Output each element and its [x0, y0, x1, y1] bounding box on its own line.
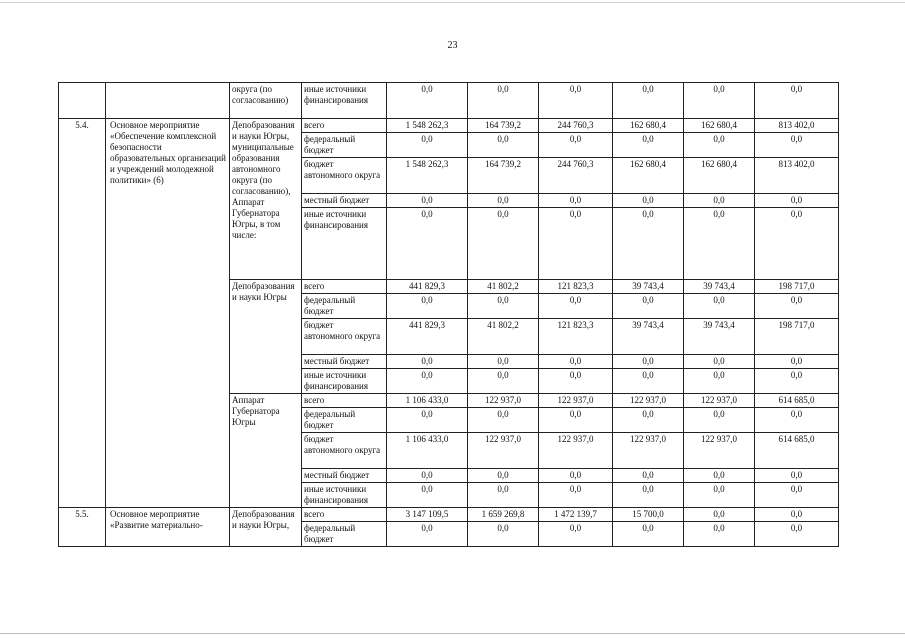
table-row	[59, 83, 839, 119]
value-cell: 0,0	[684, 508, 755, 522]
value-cell: 0,0	[539, 83, 613, 119]
value-cell: 164 739,2	[468, 119, 539, 133]
value-cell: 0,0	[387, 294, 468, 319]
item-number-cell	[59, 83, 106, 119]
item-name-cell: Основное мероприятие «Обеспечение комплексной безопасности образовательных организаций и учреждений молодежной политики» (6)	[106, 119, 230, 508]
value-cell: 0,0	[755, 369, 839, 394]
value-cell: 0,0	[468, 469, 539, 483]
source-cell: бюджет автономного округа	[302, 433, 387, 469]
responsible-cell: Аппарат Губернатора Югры	[230, 394, 302, 508]
source-cell: всего	[302, 508, 387, 522]
value-cell: 0,0	[387, 194, 468, 208]
value-cell: 0,0	[539, 522, 613, 547]
source-cell: местный бюджет	[302, 355, 387, 369]
value-cell: 162 680,4	[613, 119, 684, 133]
value-cell: 0,0	[539, 194, 613, 208]
value-cell: 39 743,4	[613, 319, 684, 355]
value-cell: 0,0	[468, 294, 539, 319]
value-cell: 0,0	[684, 294, 755, 319]
value-cell: 1 548 262,3	[387, 158, 468, 194]
value-cell: 0,0	[539, 483, 613, 508]
value-cell: 3 147 109,5	[387, 508, 468, 522]
value-cell: 198 717,0	[755, 280, 839, 294]
value-cell: 1 659 269,8	[468, 508, 539, 522]
item-name-cell: Основное мероприятие «Развитие материально-	[106, 508, 230, 547]
value-cell: 0,0	[613, 469, 684, 483]
value-cell: 0,0	[387, 369, 468, 394]
item-name-cell	[106, 83, 230, 119]
value-cell: 614 685,0	[755, 433, 839, 469]
value-cell: 0,0	[684, 522, 755, 547]
source-cell: иные источники финансирования	[302, 369, 387, 394]
value-cell: 0,0	[684, 194, 755, 208]
value-cell: 0,0	[613, 83, 684, 119]
value-cell: 0,0	[613, 522, 684, 547]
value-cell: 122 937,0	[468, 394, 539, 408]
responsible-cell: Депобразования и науки Югры, муниципальные образования автономного округа (по согласованию), Аппарат Губернатора Югры, в том числе:	[230, 119, 302, 280]
value-cell: 0,0	[468, 194, 539, 208]
responsible-cell: Депобразования и науки Югры	[230, 280, 302, 394]
value-cell: 0,0	[613, 294, 684, 319]
value-cell: 122 937,0	[539, 433, 613, 469]
budget-table	[58, 82, 839, 547]
source-cell: иные источники финансирования	[302, 83, 387, 119]
value-cell: 813 402,0	[755, 158, 839, 194]
source-cell: всего	[302, 394, 387, 408]
responsible-cell: округа (по согласованию)	[230, 83, 302, 119]
value-cell: 162 680,4	[613, 158, 684, 194]
source-cell: федеральный бюджет	[302, 294, 387, 319]
value-cell: 162 680,4	[684, 158, 755, 194]
source-cell: федеральный бюджет	[302, 133, 387, 158]
value-cell: 0,0	[755, 483, 839, 508]
source-cell: федеральный бюджет	[302, 522, 387, 547]
top-scan-edge	[0, 2, 905, 3]
value-cell: 162 680,4	[684, 119, 755, 133]
table-row	[59, 508, 839, 522]
value-cell: 122 937,0	[684, 394, 755, 408]
value-cell: 0,0	[539, 294, 613, 319]
value-cell: 0,0	[468, 83, 539, 119]
value-cell: 0,0	[539, 208, 613, 280]
value-cell: 0,0	[755, 522, 839, 547]
value-cell: 164 739,2	[468, 158, 539, 194]
value-cell: 0,0	[684, 483, 755, 508]
value-cell: 0,0	[755, 294, 839, 319]
page-number: 23	[447, 40, 458, 51]
value-cell: 0,0	[613, 408, 684, 433]
item-number-cell: 5.5.	[59, 508, 106, 547]
value-cell: 1 472 139,7	[539, 508, 613, 522]
responsible-cell: Депобразования и науки Югры,	[230, 508, 302, 547]
value-cell: 41 802,2	[468, 280, 539, 294]
value-cell: 0,0	[387, 522, 468, 547]
value-cell: 39 743,4	[684, 319, 755, 355]
value-cell: 0,0	[613, 483, 684, 508]
value-cell: 0,0	[613, 208, 684, 280]
value-cell: 0,0	[755, 508, 839, 522]
value-cell: 441 829,3	[387, 280, 468, 294]
value-cell: 0,0	[684, 408, 755, 433]
source-cell: федеральный бюджет	[302, 408, 387, 433]
value-cell: 0,0	[387, 355, 468, 369]
table-row	[59, 119, 839, 133]
source-cell: всего	[302, 119, 387, 133]
value-cell: 0,0	[684, 208, 755, 280]
value-cell: 0,0	[755, 83, 839, 119]
value-cell: 441 829,3	[387, 319, 468, 355]
value-cell: 0,0	[539, 355, 613, 369]
value-cell: 41 802,2	[468, 319, 539, 355]
value-cell: 121 823,3	[539, 280, 613, 294]
value-cell: 244 760,3	[539, 119, 613, 133]
value-cell: 0,0	[387, 469, 468, 483]
value-cell: 198 717,0	[755, 319, 839, 355]
value-cell: 15 700,0	[613, 508, 684, 522]
value-cell: 0,0	[684, 83, 755, 119]
value-cell: 39 743,4	[684, 280, 755, 294]
value-cell: 122 937,0	[613, 394, 684, 408]
value-cell: 0,0	[468, 355, 539, 369]
value-cell: 0,0	[468, 208, 539, 280]
value-cell: 0,0	[755, 208, 839, 280]
value-cell: 0,0	[755, 194, 839, 208]
value-cell: 122 937,0	[613, 433, 684, 469]
value-cell: 39 743,4	[613, 280, 684, 294]
value-cell: 614 685,0	[755, 394, 839, 408]
value-cell: 0,0	[468, 522, 539, 547]
item-number-cell: 5.4.	[59, 119, 106, 508]
value-cell: 0,0	[468, 408, 539, 433]
value-cell: 1 548 262,3	[387, 119, 468, 133]
source-cell: местный бюджет	[302, 194, 387, 208]
value-cell: 0,0	[387, 133, 468, 158]
value-cell: 122 937,0	[684, 433, 755, 469]
value-cell: 0,0	[468, 133, 539, 158]
value-cell: 0,0	[387, 408, 468, 433]
value-cell: 0,0	[468, 369, 539, 394]
value-cell: 0,0	[387, 483, 468, 508]
value-cell: 0,0	[387, 208, 468, 280]
value-cell: 0,0	[755, 469, 839, 483]
value-cell: 1 106 433,0	[387, 433, 468, 469]
value-cell: 0,0	[684, 469, 755, 483]
value-cell: 122 937,0	[468, 433, 539, 469]
value-cell: 0,0	[539, 133, 613, 158]
value-cell: 0,0	[387, 83, 468, 119]
value-cell: 1 106 433,0	[387, 394, 468, 408]
value-cell: 0,0	[684, 369, 755, 394]
value-cell: 122 937,0	[539, 394, 613, 408]
value-cell: 0,0	[755, 133, 839, 158]
source-cell: иные источники финансирования	[302, 483, 387, 508]
value-cell: 244 760,3	[539, 158, 613, 194]
source-cell: местный бюджет	[302, 469, 387, 483]
bottom-scan-edge	[0, 633, 905, 634]
value-cell: 0,0	[684, 355, 755, 369]
value-cell: 0,0	[755, 355, 839, 369]
value-cell: 0,0	[539, 369, 613, 394]
source-cell: иные источники финансирования	[302, 208, 387, 280]
value-cell: 0,0	[539, 408, 613, 433]
value-cell: 121 823,3	[539, 319, 613, 355]
value-cell: 813 402,0	[755, 119, 839, 133]
value-cell: 0,0	[684, 133, 755, 158]
value-cell: 0,0	[613, 194, 684, 208]
value-cell: 0,0	[613, 369, 684, 394]
value-cell: 0,0	[539, 469, 613, 483]
source-cell: всего	[302, 280, 387, 294]
value-cell: 0,0	[613, 133, 684, 158]
value-cell: 0,0	[613, 355, 684, 369]
value-cell: 0,0	[755, 408, 839, 433]
source-cell: бюджет автономного округа	[302, 319, 387, 355]
value-cell: 0,0	[468, 483, 539, 508]
source-cell: бюджет автономного округа	[302, 158, 387, 194]
